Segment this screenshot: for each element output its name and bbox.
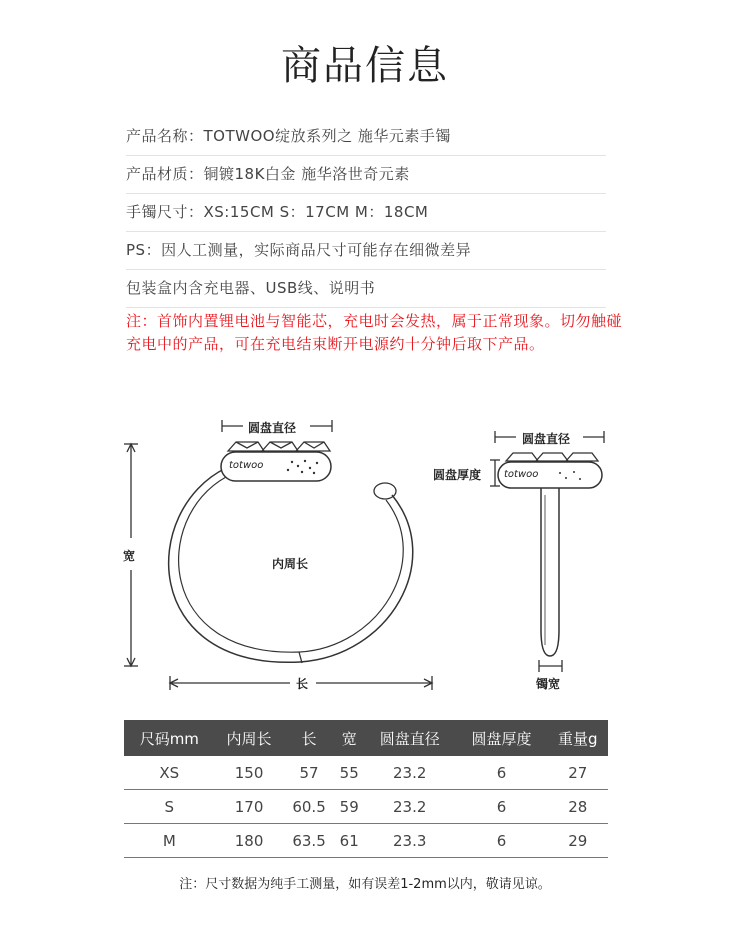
table-cell: M — [124, 824, 215, 858]
table-cell: 59 — [335, 790, 364, 824]
label-disc-thickness: 圆盘厚度 — [433, 468, 482, 482]
label-length: 长 — [296, 677, 309, 691]
info-material: 产品材质：铜镀18K白金 施华洛世奇元素 — [126, 156, 606, 194]
band-end-cap — [374, 483, 396, 499]
info-product-name: 产品名称：TOTWOO绽放系列之 施华元素手镯 — [126, 118, 606, 156]
table-cell: 57 — [284, 756, 335, 790]
table-cell: 28 — [547, 790, 608, 824]
label-disc-diameter: 圆盘直径 — [248, 421, 297, 435]
measurement-footnote: 注：尺寸数据为纯手工测量，如有误差1-2mm以内，敬请见谅。 — [179, 877, 551, 892]
table-cell: 180 — [215, 824, 284, 858]
label-disc-diameter-side: 圆盘直径 — [522, 432, 571, 446]
table-cell: 27 — [547, 756, 608, 790]
size-spec-table — [124, 720, 608, 858]
label-width: 宽 — [123, 549, 136, 563]
bracelet-diagram — [0, 400, 730, 720]
table-cell: 6 — [456, 824, 548, 858]
logo-text-side: totwoo — [504, 469, 539, 480]
product-info-list — [126, 118, 606, 308]
table-cell: 23.2 — [364, 790, 456, 824]
table-row — [124, 756, 608, 790]
col-header-size: 尺码mm — [124, 720, 215, 756]
table-cell: 63.5 — [284, 824, 335, 858]
table-row — [124, 824, 608, 858]
table-header-row — [124, 720, 608, 756]
label-band-width: 镯宽 — [536, 677, 561, 691]
table-cell: XS — [124, 756, 215, 790]
col-header-disc-thickness: 圆盘厚度 — [456, 720, 548, 756]
table-cell: 29 — [547, 824, 608, 858]
page-title: 商品信息 — [281, 43, 449, 89]
col-header-length: 长 — [284, 720, 335, 756]
table-cell: 23.2 — [364, 756, 456, 790]
table-cell: S — [124, 790, 215, 824]
table-cell: 150 — [215, 756, 284, 790]
logo-text: totwoo — [229, 460, 264, 471]
table-cell: 60.5 — [284, 790, 335, 824]
side-band — [541, 485, 559, 656]
col-header-weight: 重量g — [547, 720, 608, 756]
bracelet-drawing — [0, 400, 730, 720]
info-size: 手镯尺寸：XS:15CM S：17CM M：18CM — [126, 194, 606, 232]
label-inner-circumference: 内周长 — [272, 557, 309, 571]
table-row — [124, 790, 608, 824]
table-cell: 61 — [335, 824, 364, 858]
table-cell: 6 — [456, 756, 548, 790]
table-cell: 170 — [215, 790, 284, 824]
col-header-inner-circumference: 内周长 — [215, 720, 284, 756]
table-cell: 6 — [456, 790, 548, 824]
col-header-disc-diameter: 圆盘直径 — [364, 720, 456, 756]
col-header-width: 宽 — [335, 720, 364, 756]
info-ps-note: PS：因人工测量，实际商品尺寸可能存在细微差异 — [126, 232, 606, 270]
info-package-contents: 包装盒内含充电器、USB线、说明书 — [126, 270, 606, 308]
charging-warning: 注：首饰内置锂电池与智能芯，充电时会发热，属于正常现象。切勿触碰充电中的产品，可在充电结束断开电源约十分钟后取下产品。 — [126, 312, 623, 353]
table-cell: 23.3 — [364, 824, 456, 858]
table-cell: 55 — [335, 756, 364, 790]
